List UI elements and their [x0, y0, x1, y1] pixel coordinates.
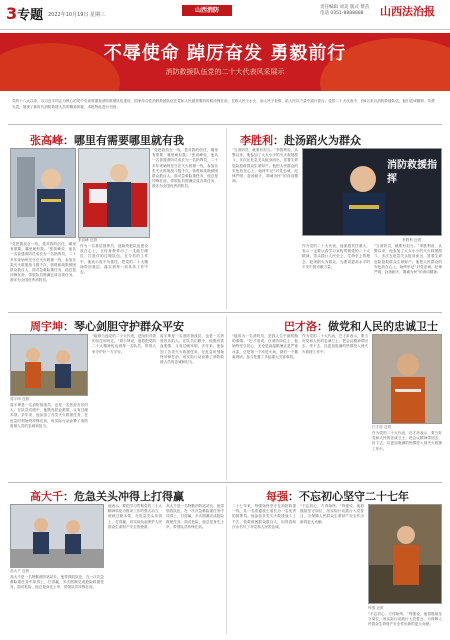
page-label: 专题	[17, 8, 44, 23]
photo-zhang-truck	[78, 148, 150, 238]
photo-caption: 张高峰 近照	[78, 238, 98, 242]
firefighter-training-image	[11, 505, 104, 568]
article-text: 周宇坤是一名消防指战员，也是一名热爱音乐的人。在队员们眼中，他既有铁血柔情，又有过硬本领。多年来，他参加了各类灭火救援任务，在危急时刻始终冲锋在前，用实际行动诠释了消防救援人员的忠诚和担当。	[10, 403, 88, 428]
article-text: 作为一名基层指挥员，他始终把队伍建设放在心上，言传身教带出了一支能打硬仗、打胜仗的过硬队伍。在今后的工作中，他表示将不负重托，把党的二十大精神带回基层，落实到每一项具体工作中去。	[80, 244, 148, 275]
divider	[8, 124, 442, 125]
article-text: 作为党的二十大代表，巴才洛表示，要当好党和人民的忠诚卫士，把会议精神带回去、传下去，以更加饱满的热情投入到灭火救援工作中。	[302, 334, 368, 354]
phone-line: 电话 0351-8888888	[320, 11, 364, 16]
article-text: 作为党的二十大代表，他深感责任重大，表示一定要认真学习宣传贯彻党的二十大精神，带头践行人民至上、生命至上的理念，赴汤蹈火为群众，为建设更高水平的平安中国贡献力量。	[302, 244, 370, 269]
section-title-ba	[284, 318, 438, 334]
banner-title: 不辱使命 踔厉奋发 勇毅前行	[103, 43, 347, 64]
article-text: 二十七年来，每强始终坚守在消防救援一线，从一名普通战士成长为一名优秀的指挥员。他参加各类灭火救援战斗上千次，营救被困群众数百人，用青春和汗水书写了对党和人民的忠诚。	[232, 504, 296, 529]
article-text: “当消防员，就要有担当。”李胜利说，从警以来，他参加了大大小小的灭火救援战斗，多次在危急关头挺身而出，冒着生命危险抢救群众生命财产。他把人民群众的安危放在心上，始终牢记“对党忠诚、纪律严明、赴汤蹈火、竭诚为民”的训词精神。	[374, 244, 442, 275]
issue-date: 2022年10月19日 星期三	[48, 12, 106, 18]
intro-paragraph: 党的十八大以来，以习近平同志为核心的党中央高度重视消防救援队伍建设，国家综合性消防救援队伍在党和人民最需要的时候冲锋在前，在救人民于水火、助人民于危难、给人民以力量中践行誓言。党的二十大代表中，有8名来自消防救援队伍，他们忠诚履职、英勇无畏，展现了新时代消防救援人员的精神风貌，本报特此进行刊登。	[12, 99, 435, 109]
column-divider	[226, 128, 227, 310]
article-text: 周宇坤是一名消防指战员，也是一名热爱音乐的人。在队员们眼中，他既有铁血柔情，又有过硬本领。多年来，他参加了各类灭火救援任务，在危急时刻始终冲锋在前，用实际行动诠释了消防救援人员的忠诚和担当。	[160, 334, 224, 365]
section-badge: 山西消防	[182, 5, 232, 16]
person-name: 巴才洛	[284, 320, 317, 333]
firefighter-action-image	[369, 505, 442, 604]
photo-caption: 每强 近照	[368, 606, 384, 610]
photo-mei	[368, 504, 442, 604]
page-number: 3专题	[6, 4, 44, 23]
headline: ：危急关头冲得上打得赢	[63, 490, 184, 503]
article-text: “能成为一名消防员，是我人生中最骄傲的事情。”巴才洛说。在消防岗位上，他始终坚守初心，无论是高温酷暑还是严寒冰冻，总是第一个冲进火场，最后一个撤离现场，参与处置了多起重大灾害事故。	[232, 334, 298, 359]
header-rule	[0, 0, 450, 30]
banner-subtitle: 消防救援队伍党的二十大代表风采展示	[165, 68, 285, 76]
photo-ba	[372, 334, 442, 424]
fire-truck-image	[79, 149, 150, 238]
section-title-mei	[266, 488, 409, 504]
photo-caption: 周宇坤 近照	[10, 397, 30, 401]
headline: ：琴心剑胆守护群众平安	[63, 320, 184, 333]
article-text: 作为党的二十大代表，巴才洛表示，要当好党和人民的忠诚卫士，把会议精神带回去、传下去，以更加饱满的热情投入到灭火救援工作中。	[372, 431, 442, 451]
command-badge-text: 消防救援指挥	[387, 160, 437, 185]
editor-line: 责任编辑 刘美 版式 黄苗	[320, 5, 370, 10]
section-title-zhou	[30, 318, 184, 334]
photo-gao	[10, 504, 104, 568]
person-name: 张高峰	[30, 134, 63, 147]
headline: ：赴汤蹈火为群众	[273, 134, 361, 147]
photo-caption: 巴才洛 近照	[372, 425, 392, 429]
photo-zhang-interior	[10, 148, 76, 238]
article-text: 高大千是一名特勤消防站站长。他带领的队伍，在一次次急难险重任务中冲得上、打得赢，多次圆满完成抢险救援任务。面对危险，他总是身先士卒，带领队员冲锋在前。	[10, 575, 104, 590]
article-text: “当消防员，就要有担当。”李胜利说，从警以来，他参加了大大小小的灭火救援战斗，多次在危急关头挺身而出，冒着生命危险抢救群众生命财产。他把人民群众的安危放在心上，始终牢记“对党忠诚、纪律严明、赴汤蹈火、竭诚为民”的训词精神。	[232, 148, 298, 184]
headline: ：哪里有需要哪里就有我	[63, 134, 184, 147]
photo-zhou	[10, 334, 88, 396]
person-name: 李胜利	[240, 134, 273, 147]
feature-banner	[0, 33, 450, 91]
photo-caption: 李胜利 近照	[402, 238, 422, 242]
person-name: 每强	[266, 490, 288, 503]
article-text: “不忘初心，方得始终。”每强说，他将继续坚守岗位，用实际行动践行入党誓言，为保障人民群众生命财产安全作出新的更大贡献。	[368, 612, 442, 627]
headline: ：做党和人民的忠诚卫士	[317, 320, 438, 333]
article-text: “党把我放在一线，是对我的信任，哪里有需要，哪里就有我。”张高峰说，他从一名普通消防员成长为一名指挥员，二十多年来始终坚守在灭火救援一线，参加各类灭火救援战斗数千次，营救和疏散被困群众数百人。面对急难险重任务，他总是冲锋在前，带领队员圆满完成各项任务，被评为全国优秀消防员。	[152, 148, 218, 189]
section-title-li	[240, 132, 361, 148]
article-text: “党把我放在一线，是对我的信任，哪里有需要，哪里就有我。”张高峰说，他从一名普通消防员成长为一名指挥员，二十多年来始终坚守在灭火救援一线，参加各类灭火救援战斗数千次，营救和疏散被困群众数百人。面对急难险重任务，他总是冲锋在前，带领队员圆满完成各项任务，被评为全国优秀消防员。	[10, 242, 76, 283]
firefighter-team-image	[11, 335, 88, 396]
divider	[8, 312, 442, 313]
photo-caption: 高大千 近照	[10, 569, 30, 573]
article-text: 他表示，要把学习贯彻党的二十大精神转化为推动工作的强大动力，练就过硬本领，在危急关头冲得上、打得赢，切实肩负起保护人民群众生命财产安全的使命。	[108, 504, 162, 529]
person-name: 高大千	[30, 490, 63, 503]
column-divider	[226, 316, 227, 480]
headline: ：不忘初心坚守二十七年	[288, 490, 409, 503]
article-text: “不忘初心，方得始终。”每强说，他将继续坚守岗位，用实际行动践行入党誓言，为保障人民群众生命财产安全作出新的更大贡献。	[300, 504, 364, 524]
article-text: 高大千是一名特勤消防站站长。他带领的队伍，在一次次急难险重任务中冲得上、打得赢，多次圆满完成抢险救援任务。面对危险，他总是身先士卒，带领队员冲锋在前。	[166, 504, 224, 529]
firefighter-portrait	[373, 335, 442, 424]
section-title-zhang	[30, 132, 184, 148]
divider	[8, 482, 442, 483]
person-name: 周宇坤	[30, 320, 63, 333]
firefighter-portrait	[11, 149, 76, 238]
section-title-gao	[30, 488, 184, 504]
masthead: 山西法治报	[380, 5, 435, 18]
column-divider	[226, 486, 227, 634]
photo-li	[302, 148, 442, 236]
article-text: “能够当选党的二十大代表，是组织对我的信任和肯定。”周宇坤说，他将把党的二十大精神传达到每一名队员，带领大家守护好一方平安。	[92, 334, 156, 354]
